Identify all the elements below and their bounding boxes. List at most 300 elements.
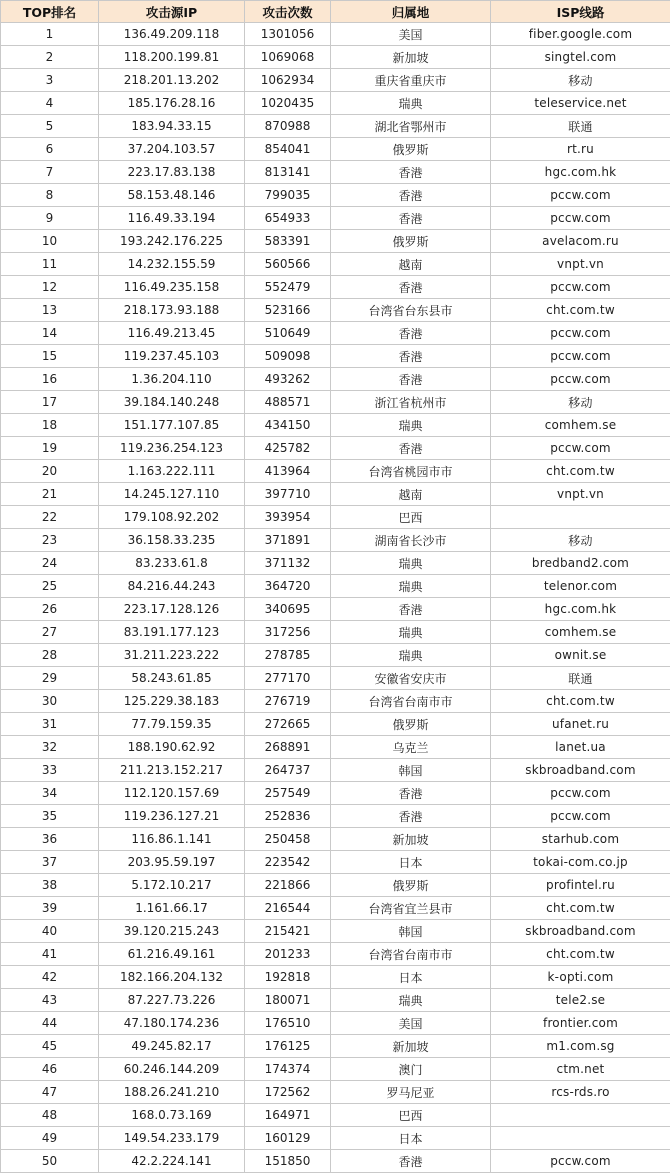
rank-cell: 22 <box>1 506 99 529</box>
rank-cell: 3 <box>1 69 99 92</box>
rank-cell: 19 <box>1 437 99 460</box>
isp-cell <box>491 506 670 529</box>
table-row <box>1 552 670 575</box>
table-row <box>1 874 670 897</box>
isp-cell: pccw.com <box>491 368 670 391</box>
attack-count-cell: 264737 <box>245 759 331 782</box>
table-row <box>1 483 670 506</box>
table-row <box>1 391 670 414</box>
attack-count-cell: 552479 <box>245 276 331 299</box>
location-cell: 香港 <box>331 345 491 368</box>
isp-cell: cht.com.tw <box>491 943 670 966</box>
header-attack-count: 攻击次数 <box>245 1 331 23</box>
rank-cell: 1 <box>1 23 99 46</box>
location-cell: 瑞典 <box>331 552 491 575</box>
attack-count-cell: 870988 <box>245 115 331 138</box>
rank-cell: 47 <box>1 1081 99 1104</box>
attack-count-cell: 174374 <box>245 1058 331 1081</box>
table-row <box>1 161 670 184</box>
header-rank: TOP排名 <box>1 1 99 23</box>
isp-cell: skbroadband.com <box>491 920 670 943</box>
table-row <box>1 138 670 161</box>
rank-cell: 30 <box>1 690 99 713</box>
location-cell: 新加坡 <box>331 46 491 69</box>
location-cell: 香港 <box>331 322 491 345</box>
attack-count-cell: 523166 <box>245 299 331 322</box>
table-row <box>1 253 670 276</box>
rank-cell: 18 <box>1 414 99 437</box>
rank-cell: 4 <box>1 92 99 115</box>
source-ip-cell: 185.176.28.16 <box>99 92 245 115</box>
attack-count-cell: 172562 <box>245 1081 331 1104</box>
isp-cell: pccw.com <box>491 782 670 805</box>
table-row <box>1 1058 670 1081</box>
attack-count-cell: 509098 <box>245 345 331 368</box>
table-row <box>1 575 670 598</box>
source-ip-cell: 188.190.62.92 <box>99 736 245 759</box>
location-cell: 瑞典 <box>331 644 491 667</box>
isp-cell: pccw.com <box>491 1150 670 1173</box>
attack-count-cell: 488571 <box>245 391 331 414</box>
table-row <box>1 414 670 437</box>
location-cell: 湖南省长沙市 <box>331 529 491 552</box>
rank-cell: 33 <box>1 759 99 782</box>
table-row <box>1 345 670 368</box>
isp-cell: rt.ru <box>491 138 670 161</box>
source-ip-cell: 136.49.209.118 <box>99 23 245 46</box>
table-row <box>1 46 670 69</box>
table-row <box>1 989 670 1012</box>
table-row <box>1 1127 670 1150</box>
location-cell: 俄罗斯 <box>331 874 491 897</box>
location-cell: 香港 <box>331 805 491 828</box>
table-row <box>1 207 670 230</box>
location-cell: 台湾省台南市市 <box>331 943 491 966</box>
rank-cell: 43 <box>1 989 99 1012</box>
isp-cell: k-opti.com <box>491 966 670 989</box>
attack-count-cell: 268891 <box>245 736 331 759</box>
location-cell: 香港 <box>331 184 491 207</box>
source-ip-cell: 119.237.45.103 <box>99 345 245 368</box>
location-cell: 香港 <box>331 437 491 460</box>
rank-cell: 21 <box>1 483 99 506</box>
source-ip-cell: 14.245.127.110 <box>99 483 245 506</box>
attack-count-cell: 250458 <box>245 828 331 851</box>
table-row <box>1 713 670 736</box>
location-cell: 瑞典 <box>331 575 491 598</box>
source-ip-cell: 223.17.83.138 <box>99 161 245 184</box>
attack-count-cell: 221866 <box>245 874 331 897</box>
rank-cell: 7 <box>1 161 99 184</box>
source-ip-cell: 36.158.33.235 <box>99 529 245 552</box>
attack-count-cell: 160129 <box>245 1127 331 1150</box>
rank-cell: 27 <box>1 621 99 644</box>
table-row <box>1 230 670 253</box>
attack-count-cell: 215421 <box>245 920 331 943</box>
isp-cell: tele2.se <box>491 989 670 1012</box>
table-row <box>1 23 670 46</box>
isp-cell: ctm.net <box>491 1058 670 1081</box>
rank-cell: 44 <box>1 1012 99 1035</box>
rank-cell: 32 <box>1 736 99 759</box>
rank-cell: 41 <box>1 943 99 966</box>
attack-count-cell: 434150 <box>245 414 331 437</box>
location-cell: 乌克兰 <box>331 736 491 759</box>
location-cell: 澳门 <box>331 1058 491 1081</box>
source-ip-cell: 84.216.44.243 <box>99 575 245 598</box>
table-row <box>1 782 670 805</box>
isp-cell: cht.com.tw <box>491 897 670 920</box>
rank-cell: 10 <box>1 230 99 253</box>
rank-cell: 6 <box>1 138 99 161</box>
location-cell: 瑞典 <box>331 414 491 437</box>
isp-cell: lanet.ua <box>491 736 670 759</box>
source-ip-cell: 218.201.13.202 <box>99 69 245 92</box>
rank-cell: 13 <box>1 299 99 322</box>
source-ip-cell: 116.49.235.158 <box>99 276 245 299</box>
table-row <box>1 966 670 989</box>
attack-count-cell: 278785 <box>245 644 331 667</box>
rank-cell: 9 <box>1 207 99 230</box>
source-ip-cell: 39.120.215.243 <box>99 920 245 943</box>
isp-cell: ownit.se <box>491 644 670 667</box>
attack-count-cell: 510649 <box>245 322 331 345</box>
table-row <box>1 276 670 299</box>
source-ip-cell: 83.191.177.123 <box>99 621 245 644</box>
location-cell: 越南 <box>331 253 491 276</box>
header-source-ip: 攻击源IP <box>99 1 245 23</box>
table-row <box>1 1150 670 1173</box>
source-ip-cell: 77.79.159.35 <box>99 713 245 736</box>
attack-count-cell: 276719 <box>245 690 331 713</box>
location-cell: 台湾省台东县市 <box>331 299 491 322</box>
table-row <box>1 1012 670 1035</box>
source-ip-cell: 87.227.73.226 <box>99 989 245 1012</box>
source-ip-cell: 211.213.152.217 <box>99 759 245 782</box>
rank-cell: 36 <box>1 828 99 851</box>
isp-cell: vnpt.vn <box>491 253 670 276</box>
attack-count-cell: 252836 <box>245 805 331 828</box>
attack-count-cell: 180071 <box>245 989 331 1012</box>
source-ip-cell: 119.236.127.21 <box>99 805 245 828</box>
isp-cell: pccw.com <box>491 207 670 230</box>
source-ip-cell: 14.232.155.59 <box>99 253 245 276</box>
rank-cell: 48 <box>1 1104 99 1127</box>
source-ip-cell: 151.177.107.85 <box>99 414 245 437</box>
location-cell: 新加坡 <box>331 828 491 851</box>
isp-cell <box>491 1127 670 1150</box>
table-row <box>1 299 670 322</box>
isp-cell: frontier.com <box>491 1012 670 1035</box>
source-ip-cell: 42.2.224.141 <box>99 1150 245 1173</box>
source-ip-cell: 203.95.59.197 <box>99 851 245 874</box>
source-ip-cell: 223.17.128.126 <box>99 598 245 621</box>
table-row <box>1 506 670 529</box>
source-ip-cell: 149.54.233.179 <box>99 1127 245 1150</box>
source-ip-cell: 179.108.92.202 <box>99 506 245 529</box>
isp-cell: profintel.ru <box>491 874 670 897</box>
header-isp: ISP线路 <box>491 1 670 23</box>
source-ip-cell: 49.245.82.17 <box>99 1035 245 1058</box>
table-row <box>1 1035 670 1058</box>
attack-count-cell: 176125 <box>245 1035 331 1058</box>
rank-cell: 17 <box>1 391 99 414</box>
isp-cell: 联通 <box>491 115 670 138</box>
source-ip-cell: 116.49.213.45 <box>99 322 245 345</box>
isp-cell: pccw.com <box>491 805 670 828</box>
table-row <box>1 529 670 552</box>
source-ip-cell: 83.233.61.8 <box>99 552 245 575</box>
rank-cell: 42 <box>1 966 99 989</box>
table-row <box>1 828 670 851</box>
attack-count-cell: 164971 <box>245 1104 331 1127</box>
attack-count-cell: 813141 <box>245 161 331 184</box>
source-ip-cell: 1.163.222.111 <box>99 460 245 483</box>
attack-count-cell: 216544 <box>245 897 331 920</box>
attack-count-cell: 425782 <box>245 437 331 460</box>
attack-count-cell: 192818 <box>245 966 331 989</box>
attack-count-cell: 151850 <box>245 1150 331 1173</box>
isp-cell: pccw.com <box>491 276 670 299</box>
table-row <box>1 1081 670 1104</box>
location-cell: 香港 <box>331 1150 491 1173</box>
rank-cell: 34 <box>1 782 99 805</box>
location-cell: 韩国 <box>331 759 491 782</box>
attack-count-cell: 371891 <box>245 529 331 552</box>
source-ip-cell: 218.173.93.188 <box>99 299 245 322</box>
rank-cell: 15 <box>1 345 99 368</box>
isp-cell: comhem.se <box>491 621 670 644</box>
attack-count-cell: 201233 <box>245 943 331 966</box>
location-cell: 湖北省鄂州市 <box>331 115 491 138</box>
source-ip-cell: 1.36.204.110 <box>99 368 245 391</box>
header-location: 归属地 <box>331 1 491 23</box>
source-ip-cell: 60.246.144.209 <box>99 1058 245 1081</box>
location-cell: 香港 <box>331 161 491 184</box>
table-row <box>1 1104 670 1127</box>
table-row <box>1 69 670 92</box>
rank-cell: 14 <box>1 322 99 345</box>
rank-cell: 37 <box>1 851 99 874</box>
location-cell: 瑞典 <box>331 621 491 644</box>
location-cell: 罗马尼亚 <box>331 1081 491 1104</box>
isp-cell: ufanet.ru <box>491 713 670 736</box>
attack-count-cell: 413964 <box>245 460 331 483</box>
source-ip-cell: 116.86.1.141 <box>99 828 245 851</box>
location-cell: 新加坡 <box>331 1035 491 1058</box>
location-cell: 俄罗斯 <box>331 230 491 253</box>
table-row <box>1 184 670 207</box>
isp-cell: cht.com.tw <box>491 460 670 483</box>
table-row <box>1 644 670 667</box>
location-cell: 香港 <box>331 598 491 621</box>
isp-cell: cht.com.tw <box>491 299 670 322</box>
isp-cell: singtel.com <box>491 46 670 69</box>
table-row <box>1 805 670 828</box>
attack-count-cell: 583391 <box>245 230 331 253</box>
location-cell: 香港 <box>331 276 491 299</box>
isp-cell: tokai-com.co.jp <box>491 851 670 874</box>
location-cell: 俄罗斯 <box>331 713 491 736</box>
rank-cell: 40 <box>1 920 99 943</box>
attack-count-cell: 340695 <box>245 598 331 621</box>
isp-cell: 移动 <box>491 69 670 92</box>
isp-cell: m1.com.sg <box>491 1035 670 1058</box>
location-cell: 安徽省安庆市 <box>331 667 491 690</box>
rank-cell: 25 <box>1 575 99 598</box>
location-cell: 瑞典 <box>331 989 491 1012</box>
attack-count-cell: 272665 <box>245 713 331 736</box>
table-row <box>1 759 670 782</box>
attack-count-cell: 654933 <box>245 207 331 230</box>
rank-cell: 12 <box>1 276 99 299</box>
table-row <box>1 851 670 874</box>
table-row <box>1 736 670 759</box>
isp-cell: pccw.com <box>491 345 670 368</box>
rank-cell: 50 <box>1 1150 99 1173</box>
rank-cell: 45 <box>1 1035 99 1058</box>
rank-cell: 24 <box>1 552 99 575</box>
location-cell: 台湾省宜兰县市 <box>331 897 491 920</box>
isp-cell: pccw.com <box>491 184 670 207</box>
source-ip-cell: 193.242.176.225 <box>99 230 245 253</box>
location-cell: 美国 <box>331 23 491 46</box>
location-cell: 香港 <box>331 368 491 391</box>
source-ip-cell: 61.216.49.161 <box>99 943 245 966</box>
source-ip-cell: 119.236.254.123 <box>99 437 245 460</box>
location-cell: 越南 <box>331 483 491 506</box>
rank-cell: 23 <box>1 529 99 552</box>
isp-cell: vnpt.vn <box>491 483 670 506</box>
isp-cell: 移动 <box>491 529 670 552</box>
location-cell: 重庆省重庆市 <box>331 69 491 92</box>
isp-cell: cht.com.tw <box>491 690 670 713</box>
rank-cell: 8 <box>1 184 99 207</box>
isp-cell: avelacom.ru <box>491 230 670 253</box>
table-body <box>1 23 670 1173</box>
attack-count-cell: 1069068 <box>245 46 331 69</box>
attack-count-cell: 1020435 <box>245 92 331 115</box>
table-row <box>1 943 670 966</box>
table-row <box>1 667 670 690</box>
source-ip-cell: 183.94.33.15 <box>99 115 245 138</box>
rank-cell: 31 <box>1 713 99 736</box>
location-cell: 日本 <box>331 851 491 874</box>
location-cell: 日本 <box>331 966 491 989</box>
attack-count-cell: 317256 <box>245 621 331 644</box>
rank-cell: 11 <box>1 253 99 276</box>
attack-count-cell: 257549 <box>245 782 331 805</box>
source-ip-cell: 168.0.73.169 <box>99 1104 245 1127</box>
location-cell: 香港 <box>331 782 491 805</box>
attack-count-cell: 560566 <box>245 253 331 276</box>
location-cell: 台湾省台南市市 <box>331 690 491 713</box>
table-row <box>1 690 670 713</box>
source-ip-cell: 58.153.48.146 <box>99 184 245 207</box>
table-row <box>1 897 670 920</box>
attack-count-cell: 371132 <box>245 552 331 575</box>
attack-count-cell: 393954 <box>245 506 331 529</box>
source-ip-cell: 31.211.223.222 <box>99 644 245 667</box>
source-ip-cell: 58.243.61.85 <box>99 667 245 690</box>
table-row <box>1 92 670 115</box>
location-cell: 瑞典 <box>331 92 491 115</box>
isp-cell: 移动 <box>491 391 670 414</box>
attack-count-cell: 1062934 <box>245 69 331 92</box>
source-ip-cell: 1.161.66.17 <box>99 897 245 920</box>
attack-count-cell: 277170 <box>245 667 331 690</box>
location-cell: 台湾省桃园市市 <box>331 460 491 483</box>
location-cell: 巴西 <box>331 506 491 529</box>
location-cell: 韩国 <box>331 920 491 943</box>
location-cell: 浙江省杭州市 <box>331 391 491 414</box>
attack-count-cell: 223542 <box>245 851 331 874</box>
rank-cell: 20 <box>1 460 99 483</box>
isp-cell: pccw.com <box>491 322 670 345</box>
rank-cell: 5 <box>1 115 99 138</box>
table-row <box>1 621 670 644</box>
location-cell: 巴西 <box>331 1104 491 1127</box>
table-row <box>1 437 670 460</box>
rank-cell: 29 <box>1 667 99 690</box>
isp-cell: starhub.com <box>491 828 670 851</box>
rank-cell: 2 <box>1 46 99 69</box>
source-ip-cell: 39.184.140.248 <box>99 391 245 414</box>
location-cell: 香港 <box>331 207 491 230</box>
isp-cell: comhem.se <box>491 414 670 437</box>
attack-count-cell: 397710 <box>245 483 331 506</box>
source-ip-cell: 188.26.241.210 <box>99 1081 245 1104</box>
isp-cell: hgc.com.hk <box>491 598 670 621</box>
isp-cell: hgc.com.hk <box>491 161 670 184</box>
isp-cell <box>491 1104 670 1127</box>
rank-cell: 35 <box>1 805 99 828</box>
rank-cell: 46 <box>1 1058 99 1081</box>
source-ip-cell: 112.120.157.69 <box>99 782 245 805</box>
attack-count-cell: 1301056 <box>245 23 331 46</box>
table-row <box>1 598 670 621</box>
source-ip-cell: 47.180.174.236 <box>99 1012 245 1035</box>
table-row <box>1 460 670 483</box>
location-cell: 日本 <box>331 1127 491 1150</box>
isp-cell: 联通 <box>491 667 670 690</box>
isp-cell: telenor.com <box>491 575 670 598</box>
attack-count-cell: 176510 <box>245 1012 331 1035</box>
isp-cell: rcs-rds.ro <box>491 1081 670 1104</box>
table-row <box>1 115 670 138</box>
source-ip-cell: 118.200.199.81 <box>99 46 245 69</box>
source-ip-cell: 5.172.10.217 <box>99 874 245 897</box>
rank-cell: 16 <box>1 368 99 391</box>
source-ip-cell: 182.166.204.132 <box>99 966 245 989</box>
table-row <box>1 920 670 943</box>
attack-count-cell: 799035 <box>245 184 331 207</box>
source-ip-cell: 37.204.103.57 <box>99 138 245 161</box>
table-header-row <box>1 1 670 23</box>
isp-cell: teleservice.net <box>491 92 670 115</box>
isp-cell: skbroadband.com <box>491 759 670 782</box>
location-cell: 俄罗斯 <box>331 138 491 161</box>
source-ip-cell: 125.229.38.183 <box>99 690 245 713</box>
isp-cell: fiber.google.com <box>491 23 670 46</box>
attack-count-cell: 493262 <box>245 368 331 391</box>
attack-count-cell: 364720 <box>245 575 331 598</box>
isp-cell: pccw.com <box>491 437 670 460</box>
rank-cell: 26 <box>1 598 99 621</box>
rank-cell: 38 <box>1 874 99 897</box>
source-ip-cell: 116.49.33.194 <box>99 207 245 230</box>
attack-count-cell: 854041 <box>245 138 331 161</box>
